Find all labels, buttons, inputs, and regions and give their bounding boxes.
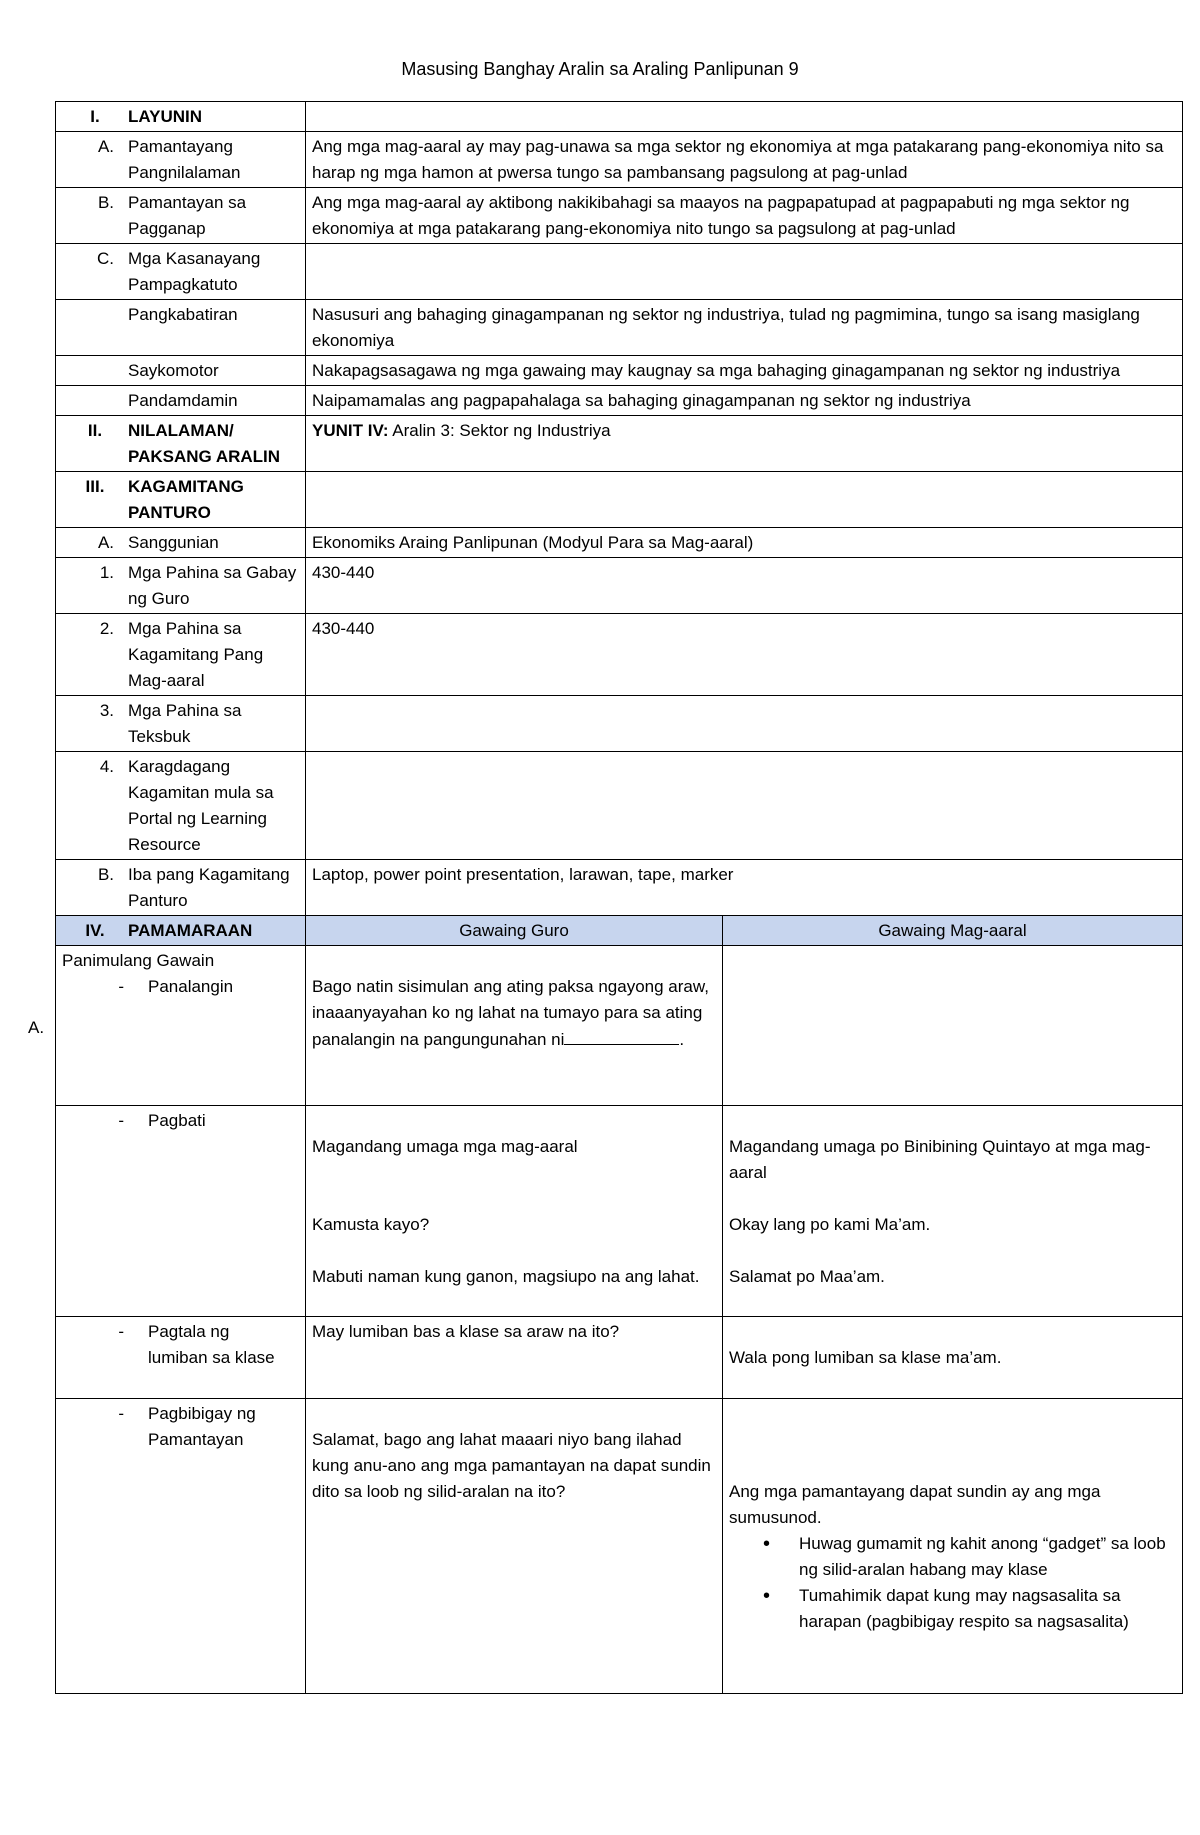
rule-item: • Huwag gumamit ng kahit anong “gadget” sa loob ng silid-aralan habang may klase	[799, 1531, 1176, 1583]
panimulang-gawain-label: Panimulang Gawain	[62, 951, 215, 970]
item-letter: A.	[97, 137, 114, 156]
row-pagbibigay-pamantayan	[56, 1399, 1183, 1694]
section-label: NILALAMAN/ PAKSANG ARALIN	[128, 421, 281, 466]
dash-bullet: -	[118, 1322, 124, 1341]
row-iba-pang-kagamitan	[56, 860, 1183, 916]
activity-label: Pagtala ng lumiban sa klase	[148, 1322, 275, 1367]
row-karagdagang-kagamitan	[56, 752, 1183, 860]
item-number: 4.	[99, 757, 114, 776]
row-sanggunian	[56, 528, 1183, 558]
row-mga-kasanayang-pampagkatuto	[56, 244, 1183, 300]
lesson-plan-table	[55, 101, 1183, 1694]
item-number: 2.	[99, 619, 114, 638]
row-layunin	[56, 102, 1183, 132]
outer-section-letter: A.	[28, 1018, 45, 1037]
activity-label: Pagbibigay ng Pamantayan	[148, 1404, 256, 1449]
mag-aaral-text: Salamat po Maa’am.	[729, 1267, 885, 1286]
item-text: Ang mga mag-aaral ay may pag-unawa sa mga sektor ng ekonomiya at mga patakarang pang-ekonomiya nito sa harap ng mga hamon at pwersa tungo sa pambansang pagsulong at pag-unlad	[306, 132, 1183, 188]
guro-cell	[306, 1106, 723, 1317]
item-text: Ekonomiks Araing Panlipunan (Modyul Para sa Mag-aaral)	[306, 528, 1183, 558]
item-letter: B.	[97, 193, 114, 212]
rule-item: • Tumahimik dapat kung may nagsasalita sa harapan (pagbibigay respito sa nagsasalita)	[799, 1583, 1176, 1635]
guro-text: Salamat, bago ang lahat maaari niyo bang ilahad kung anu-ano ang mga pamantayan na dapat sundin dito sa loob ng silid-aralan na ito?	[312, 1430, 711, 1501]
dash-bullet: -	[118, 1404, 124, 1423]
guro-cell	[306, 946, 723, 1106]
row-pangkabatiran	[56, 300, 1183, 356]
item-label: Iba pang Kagamitang Panturo	[128, 865, 290, 910]
guro-text: Magandang umaga mga mag-aaral	[312, 1137, 578, 1156]
item-text: Laptop, power point presentation, larawan, tape, marker	[306, 860, 1183, 916]
mag-aaral-cell	[723, 1317, 1183, 1399]
document-title: Masusing Banghay Aralin sa Araling Panlipunan 9	[401, 59, 799, 79]
item-text: Naipamamalas ang pagpapahalaga sa bahaging ginagampanan ng sektor ng industriya	[306, 386, 1183, 416]
item-letter: C.	[97, 249, 114, 268]
item-number: 3.	[99, 701, 114, 720]
unit-label: YUNIT IV:	[312, 421, 389, 440]
mag-aaral-cell	[723, 1106, 1183, 1317]
row-pamantayan-sa-pagganap	[56, 188, 1183, 244]
item-label: Mga Pahina sa Gabay ng Guro	[128, 563, 297, 608]
row-pamantayang-pangnilalaman	[56, 132, 1183, 188]
item-label: Mga Pahina sa Kagamitang Pang Mag-aaral	[128, 619, 264, 690]
item-text: 430-440	[306, 558, 1183, 614]
section-number: IV.	[85, 921, 105, 940]
guro-text: Mabuti naman kung ganon, magsiupo na ang lahat.	[312, 1267, 700, 1286]
item-label: Karagdagang Kagamitan mula sa Portal ng Learning Resource	[128, 757, 274, 854]
guro-text: Kamusta kayo?	[312, 1215, 430, 1234]
column-header-guro: Gawaing Guro	[306, 916, 723, 946]
column-header-mag-aaral: Gawaing Mag-aaral	[723, 916, 1183, 946]
activity-label: Panalangin	[148, 977, 234, 996]
item-text: 430-440	[306, 614, 1183, 696]
row-pamamaraan-header	[56, 916, 1183, 946]
item-label: Pamantayan sa Pagganap	[128, 193, 247, 238]
name-blank-line	[564, 1026, 679, 1045]
topic-label: Aralin 3: Sektor ng Industriya	[388, 421, 611, 440]
activity-label: Pagbati	[148, 1111, 206, 1130]
paksa-text	[306, 416, 1183, 472]
rules-list	[729, 1531, 1176, 1635]
mag-aaral-text: Wala pong lumiban sa klase ma’am.	[729, 1348, 1002, 1367]
item-letter: B.	[97, 865, 114, 884]
item-label: Pangkabatiran	[128, 305, 238, 324]
row-pandamdamin	[56, 386, 1183, 416]
section-label: KAGAMITANG PANTURO	[128, 477, 244, 522]
row-pagbati	[56, 1106, 1183, 1317]
mag-aaral-cell	[723, 946, 1183, 1106]
section-number: II.	[87, 421, 103, 440]
item-text: Nakapagsasagawa ng mga gawaing may kaugnay sa mga bahaging ginagampanan ng sektor ng industriya	[306, 356, 1183, 386]
dash-bullet: -	[118, 1111, 124, 1130]
item-label: Pandamdamin	[128, 391, 238, 410]
item-letter: A.	[97, 533, 114, 552]
item-label: Mga Pahina sa Teksbuk	[128, 701, 242, 746]
row-kagamitang-panturo	[56, 472, 1183, 528]
section-number: I.	[90, 107, 100, 126]
item-number: 1.	[99, 563, 114, 582]
row-panalangin	[56, 946, 1183, 1106]
row-pahina-gabay-guro	[56, 558, 1183, 614]
guro-cell	[306, 1399, 723, 1694]
mag-aaral-text: Magandang umaga po Binibining Quintayo at mga mag-aaral	[729, 1137, 1151, 1182]
row-pahina-teksbuk	[56, 696, 1183, 752]
section-number: III.	[85, 477, 105, 496]
section-label: PAMAMARAAN	[128, 921, 253, 940]
item-label: Saykomotor	[128, 361, 219, 380]
row-pahina-kagamitang-mag-aaral	[56, 614, 1183, 696]
guro-cell: May lumiban bas a klase sa araw na ito?	[306, 1317, 723, 1399]
row-pagtala-lumiban	[56, 1317, 1183, 1399]
item-label: Mga Kasanayang Pampagkatuto	[128, 249, 261, 294]
section-label: LAYUNIN	[128, 107, 202, 126]
mag-aaral-cell	[723, 1399, 1183, 1694]
punctuation: .	[679, 1030, 685, 1049]
mag-aaral-text: Okay lang po kami Ma’am.	[729, 1215, 931, 1234]
item-label: Sanggunian	[128, 533, 219, 552]
row-nilalaman	[56, 416, 1183, 472]
item-text: Nasusuri ang bahaging ginagampanan ng sektor ng industriya, tulad ng pagmimina, tungo sa isang masiglang ekonomiya	[306, 300, 1183, 356]
dash-bullet: -	[118, 977, 124, 996]
item-text: Ang mga mag-aaral ay aktibong nakikibahagi sa maayos na pagpapatupad at pagpapabuti ng mga sektor ng ekonomiya at mga patakarang pang-ekonomiya nito tungo sa pagsulong at pag-unlad	[306, 188, 1183, 244]
mag-aaral-text: Ang mga pamantayang dapat sundin ay ang mga sumusunod.	[729, 1482, 1101, 1527]
guro-text: Bago natin sisimulan ang ating paksa ngayong araw, inaaanyayahan ko ng lahat na tumayo para sa ating panalangin na pangungunahan ni	[312, 977, 709, 1049]
item-label: Pamantayang Pangnilalaman	[128, 137, 241, 182]
row-saykomotor	[56, 356, 1183, 386]
